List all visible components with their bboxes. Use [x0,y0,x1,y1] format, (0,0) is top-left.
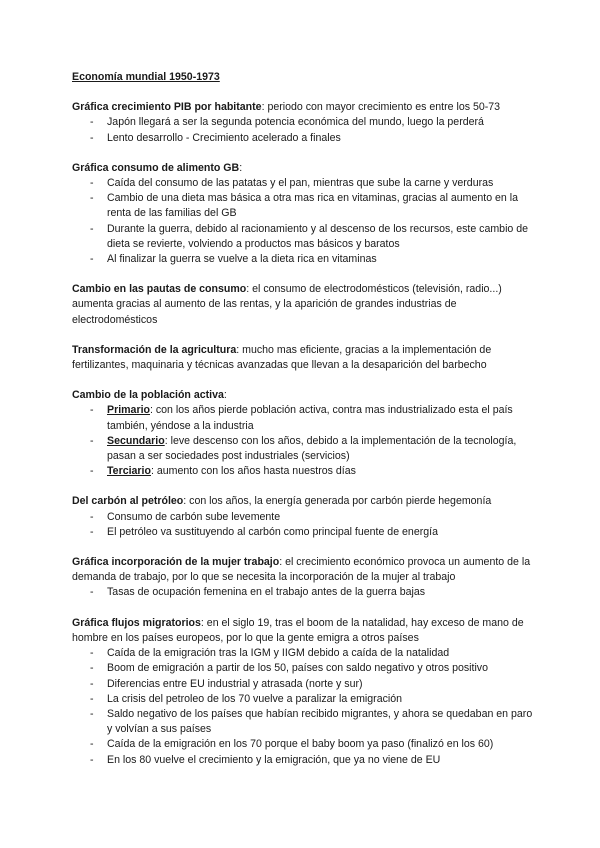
list-item: - Consumo de carbón sube levemente [107,510,540,525]
sector-term: Secundario [107,434,165,447]
section-heading: Gráfica consumo de alimento GB [72,161,240,174]
list-item: - Saldo negativo de los países que habían recibido migrantes, y ahora se quedaban en paro y volvían a sus países [107,707,540,737]
section-heading: Gráfica incorporación de la mujer trabajo [72,556,280,569]
list-item [107,434,540,464]
list-item [107,403,540,433]
section-agricultura [72,343,540,373]
section-alimento [72,161,540,267]
list-item: - Lento desarrollo - Crecimiento acelerado a finales [107,131,540,146]
section-pib [72,100,540,146]
section-text: : el crecimiento económico provoca un aumento de la demanda de trabajo, por lo que se necesita la incorporación de la mujer al trabajo [72,556,531,584]
section-mujer-trabajo [72,555,540,601]
sector-text: : leve descenso con los años, debido a la implementación de la tecnología, pasan a ser sociedades post industriales (servicios) [107,434,517,463]
section-text: : en el siglo 19, tras el boom de la natalidad, hay exceso de mano de hombre en los países europeos, por lo que la gente emigra a otros países [72,616,524,644]
list-item: - En los 80 vuelve el crecimiento y la emigración, que ya no viene de EU [107,753,540,768]
bullet-list [72,510,540,540]
list-item: - Diferencias entre EU industrial y atrasada (norte y sur) [107,677,540,692]
section-intro [72,282,540,328]
list-item: - Caída de la emigración tras la IGM y IIGM debido a caída de la natalidad [107,646,540,661]
list-item: - Caída de la emigración en los 70 porque el baby boom ya paso (finalizó en los 60) [107,737,540,752]
list-item: - Japón llegará a ser la segunda potencia económica del mundo, luego la perderá [107,115,540,130]
section-text: : con los años, la energía generada por carbón pierde hegemonía [183,495,492,508]
section-consumo [72,282,540,328]
section-heading: Cambio en las pautas de consumo [72,283,247,296]
section-heading: Gráfica flujos migratorios [72,616,201,629]
section-heading: Cambio de la población activa [72,389,224,402]
sector-term: Terciario [107,465,151,478]
section-text: : mucho mas eficiente, gracias a la implementación de fertilizantes, maquinaria y técnicas avanzadas que llevan a la desaparición del barbecho [72,343,492,372]
bullet-list [72,115,540,145]
list-item: - La crisis del petroleo de los 70 vuelve a paralizar la emigración [107,692,540,707]
section-intro [72,100,540,115]
section-text: : [223,389,227,402]
section-intro [72,616,540,646]
section-carbon-petroleo [72,494,540,540]
section-text: : el consumo de electrodomésticos (televisión, radio...) aumenta gracias al aumento de las rentas, y la aparición de grandes industrias de electrodomésticos [72,283,502,326]
section-intro [72,343,540,373]
section-heading: Transformación de la agricultura [72,343,237,356]
list-item: - El petróleo va sustituyendo al carbón como principal fuente de energía [107,525,540,540]
section-text: : [239,161,243,174]
list-item: - Cambio de una dieta mas básica a otra mas rica en vitaminas, gracias al aumento en la renta de las familias del GB [107,191,540,221]
section-heading: Del carbón al petróleo [72,495,184,508]
sector-term: Primario [107,404,150,417]
bullet-list [72,646,540,768]
section-poblacion-activa [72,388,540,479]
list-item: - Boom de emigración a partir de los 50, países con saldo negativo y otros positivo [107,661,540,676]
list-item: - Caída del consumo de las patatas y el pan, mientras que sube la carne y verduras [107,176,540,191]
section-intro [72,494,540,509]
sector-text: : con los años pierde población activa, contra mas industrializado esta el país también, yéndose a la industria [107,404,513,432]
bullet-list [72,403,540,479]
bullet-list [72,585,540,600]
list-item: - Tasas de ocupación femenina en el trabajo antes de la guerra bajas [107,585,540,600]
bullet-list [72,176,540,267]
list-item: - Al finalizar la guerra se vuelve a la dieta rica en vitaminas [107,252,540,267]
list-item [107,464,540,479]
section-intro [72,555,540,585]
document-title: Economía mundial 1950-1973 [72,71,220,83]
section-text: : periodo con mayor crecimiento es entre los 50-73 [261,101,501,114]
section-intro [72,388,540,403]
section-intro [72,161,540,176]
section-flujos-migratorios [72,616,540,768]
sector-text: : aumento con los años hasta nuestros días [150,465,356,478]
section-heading: Gráfica crecimiento PIB por habitante [72,101,262,114]
list-item: - Durante la guerra, debido al racionamiento y al descenso de los recursos, este cambio de dieta se revierte, volviendo a productos mas básicos y baratos [107,222,540,252]
